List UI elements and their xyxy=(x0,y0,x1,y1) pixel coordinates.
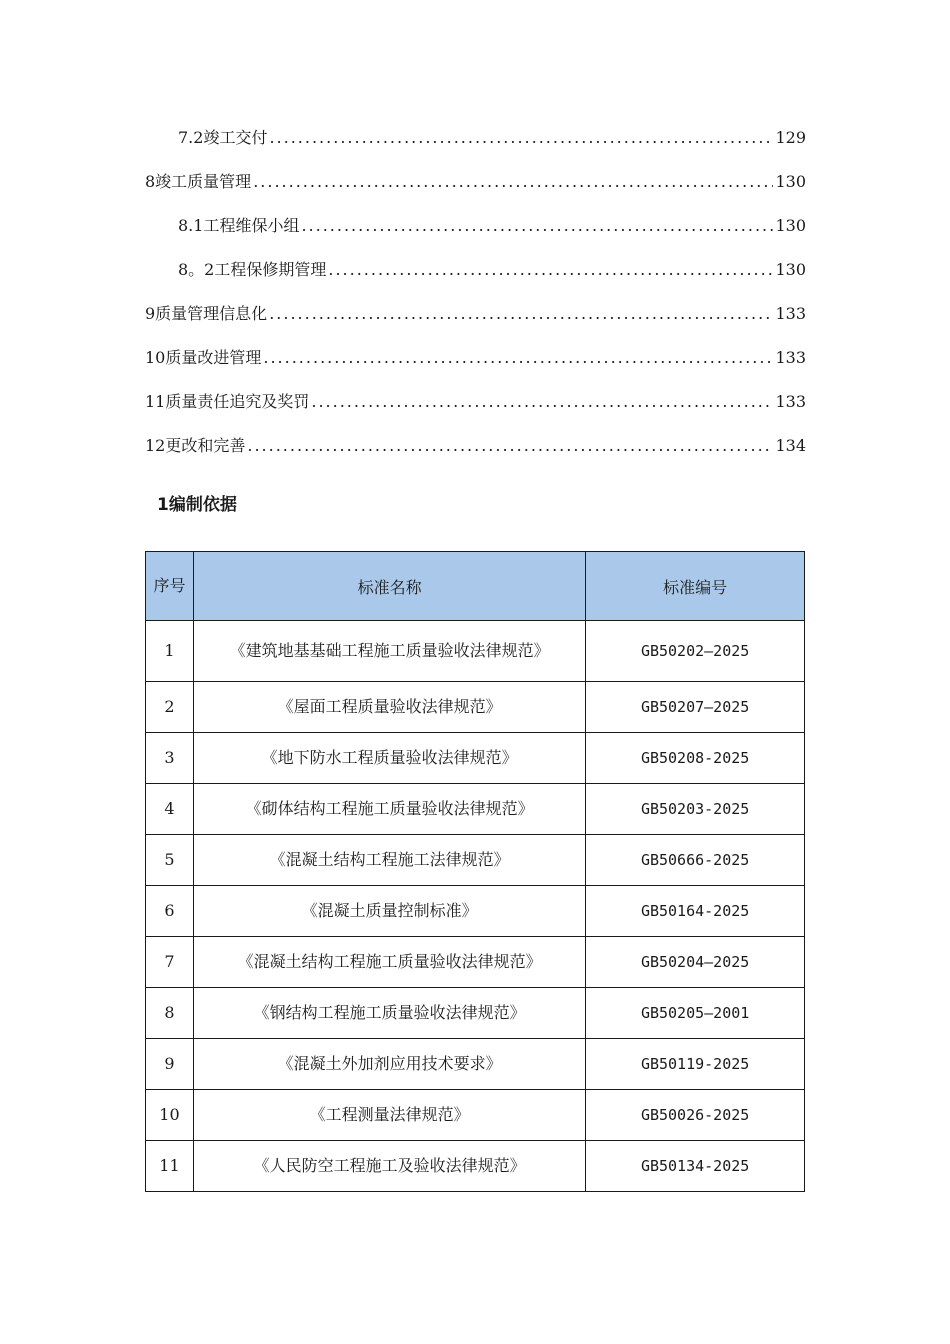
standard-name: 《工程测量法律规范》 xyxy=(193,1090,585,1141)
toc-entry[interactable] xyxy=(145,346,806,390)
header-standard-name: 标准名称 xyxy=(193,552,585,621)
header-standard-code: 标准编号 xyxy=(586,552,805,621)
toc-leader-dots xyxy=(311,390,773,414)
row-number: 1 xyxy=(146,621,194,682)
standard-name: 《钢结构工程施工质量验收法律规范》 xyxy=(193,988,585,1039)
toc-entry-title: 10质量改进管理 xyxy=(145,348,262,367)
toc-entry[interactable] xyxy=(145,258,806,302)
toc-leader-dots xyxy=(269,302,773,326)
standard-name: 《建筑地基基础工程施工质量验收法律规范》 xyxy=(193,621,585,682)
toc-entry[interactable] xyxy=(145,126,806,170)
toc-entry[interactable] xyxy=(145,302,806,346)
standard-code: GB50203-2025 xyxy=(586,784,805,835)
row-number: 2 xyxy=(146,682,194,733)
table-row xyxy=(146,733,805,784)
standard-code: GB50666-2025 xyxy=(586,835,805,886)
row-number: 3 xyxy=(146,733,194,784)
table-row xyxy=(146,937,805,988)
standard-name: 《混凝土结构工程施工质量验收法律规范》 xyxy=(193,937,585,988)
row-number: 7 xyxy=(146,937,194,988)
standard-name: 《砌体结构工程施工质量验收法律规范》 xyxy=(193,784,585,835)
standard-name: 《屋面工程质量验收法律规范》 xyxy=(193,682,585,733)
toc-entry-title: 8.1工程维保小组 xyxy=(178,216,300,235)
toc-entry-title: 8竣工质量管理 xyxy=(145,172,252,191)
standard-name: 《人民防空工程施工及验收法律规范》 xyxy=(193,1141,585,1192)
standard-code: GB50205—2001 xyxy=(586,988,805,1039)
table-header-row xyxy=(146,552,805,621)
standard-code: GB50026-2025 xyxy=(586,1090,805,1141)
table-row xyxy=(146,1090,805,1141)
standards-table xyxy=(145,551,805,1192)
toc-entry-page: 134 xyxy=(775,436,806,455)
table-row xyxy=(146,835,805,886)
toc-entry-title: 11质量责任追究及奖罚 xyxy=(145,392,310,411)
row-number: 10 xyxy=(146,1090,194,1141)
row-number: 9 xyxy=(146,1039,194,1090)
row-number: 4 xyxy=(146,784,194,835)
table-row xyxy=(146,1039,805,1090)
toc-entry[interactable] xyxy=(145,434,806,478)
toc-entry-page: 130 xyxy=(775,172,806,191)
toc-entry-page: 129 xyxy=(775,128,806,147)
toc-entry-page: 130 xyxy=(775,260,806,279)
row-number: 8 xyxy=(146,988,194,1039)
toc-entry-title: 7.2竣工交付 xyxy=(178,128,268,147)
toc-entry[interactable] xyxy=(145,170,806,214)
standard-code: GB50204—2025 xyxy=(586,937,805,988)
table-of-contents xyxy=(145,126,806,478)
header-serial-number: 序号 xyxy=(146,552,194,621)
standard-code: GB50134-2025 xyxy=(586,1141,805,1192)
standard-name: 《混凝土质量控制标准》 xyxy=(193,886,585,937)
toc-entry-page: 133 xyxy=(775,392,806,411)
standard-code: GB50164-2025 xyxy=(586,886,805,937)
toc-entry[interactable] xyxy=(145,214,806,258)
toc-leader-dots xyxy=(247,434,773,458)
toc-entry-page: 130 xyxy=(775,216,806,235)
table-row xyxy=(146,682,805,733)
toc-entry-title: 8。2工程保修期管理 xyxy=(178,260,327,279)
table-row xyxy=(146,1141,805,1192)
toc-entry-title: 12更改和完善 xyxy=(145,436,246,455)
toc-leader-dots xyxy=(253,170,773,194)
standard-name: 《混凝土结构工程施工法律规范》 xyxy=(193,835,585,886)
toc-entry-title: 9质量管理信息化 xyxy=(145,304,268,323)
toc-leader-dots xyxy=(269,126,773,150)
table-row xyxy=(146,886,805,937)
table-row xyxy=(146,621,805,682)
toc-leader-dots xyxy=(328,258,773,282)
toc-leader-dots xyxy=(263,346,773,370)
table-row xyxy=(146,784,805,835)
toc-entry[interactable] xyxy=(145,390,806,434)
table-row xyxy=(146,988,805,1039)
toc-entry-page: 133 xyxy=(775,348,806,367)
toc-entry-page: 133 xyxy=(775,304,806,323)
toc-leader-dots xyxy=(301,214,773,238)
standard-name: 《地下防水工程质量验收法律规范》 xyxy=(193,733,585,784)
section-heading: 1编制依据 xyxy=(157,495,237,515)
standard-code: GB50202—2025 xyxy=(586,621,805,682)
standard-code: GB50119-2025 xyxy=(586,1039,805,1090)
row-number: 6 xyxy=(146,886,194,937)
standard-code: GB50207—2025 xyxy=(586,682,805,733)
row-number: 11 xyxy=(146,1141,194,1192)
standard-code: GB50208-2025 xyxy=(586,733,805,784)
row-number: 5 xyxy=(146,835,194,886)
standard-name: 《混凝土外加剂应用技术要求》 xyxy=(193,1039,585,1090)
